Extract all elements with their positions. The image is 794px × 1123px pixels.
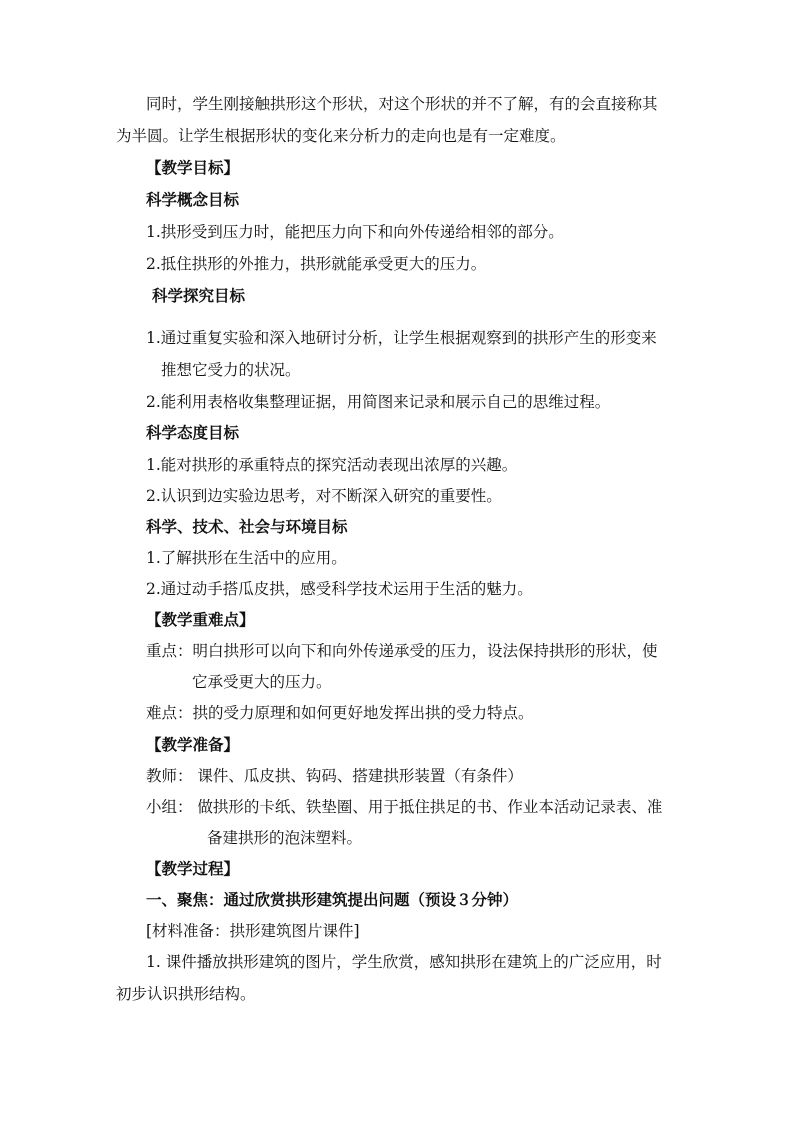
- list-item: 1. 课件播放拱形建筑的图片，学生欣赏，感知拱形在建筑上的广泛应用，时: [146, 953, 662, 971]
- prep-group-text: 小组： 做拱形的卡纸、铁垫圈、用于抵住拱足的书、作业本活动记录表、准: [146, 798, 663, 816]
- key-point-text: 重点：明白拱形可以向下和向外传递承受的压力，设法保持拱形的形状，使: [146, 642, 658, 660]
- material-note: [材料准备：拱形建筑图片课件]: [146, 922, 360, 940]
- intro-line-1: 同时，学生刚接触拱形这个形状，对这个形状的并不了解，有的会直接称其: [146, 95, 658, 113]
- list-item: 1.能对拱形的承重特点的探究活动表现出浓厚的兴趣。: [146, 456, 518, 474]
- list-item: 2.认识到边实验边思考，对不断深入研究的重要性。: [146, 487, 502, 505]
- subheading-concept-goals: 科学概念目标: [146, 190, 240, 209]
- section-heading-goals: 【教学目标】: [146, 158, 240, 177]
- list-item: 1.拱形受到压力时，能把压力向下和向外传递给相邻的部分。: [146, 223, 564, 241]
- key-point-continuation: 它承受更大的压力。: [192, 673, 332, 691]
- list-item: 1.通过重复实验和深入地研讨分析，让学生根据观察到的拱形产生的形变来: [146, 329, 657, 347]
- list-item: 2.抵住拱形的外推力，拱形就能承受更大的压力。: [146, 255, 487, 273]
- list-item: 2.通过动手搭瓜皮拱，感受科学技术运用于生活的魅力。: [146, 580, 533, 598]
- prep-group-continuation: 备建拱形的泡沫塑料。: [207, 829, 363, 847]
- subheading-attitude-goals: 科学态度目标: [146, 423, 240, 442]
- section-heading-process: 【教学过程】: [146, 859, 240, 878]
- intro-line-2: 为半圆。让学生根据形状的变化来分析力的走向也是有一定难度。: [116, 127, 566, 145]
- subheading-inquiry-goals: 科学探究目标: [152, 286, 246, 305]
- list-item-continuation: 推想它受力的状况。: [161, 361, 301, 379]
- list-item-continuation: 初步认识拱形结构。: [116, 985, 256, 1003]
- list-item: 1.了解拱形在生活中的应用。: [146, 549, 347, 567]
- subheading-sts-goals: 科学、技术、社会与环境目标: [146, 517, 348, 536]
- section-heading-keypoints: 【教学重难点】: [146, 610, 255, 629]
- step-title: 一、聚焦：通过欣赏拱形建筑提出问题（预设３分钟）: [146, 890, 519, 909]
- difficult-point-text: 难点：拱的受力原理和如何更好地发挥出拱的受力特点。: [146, 704, 534, 722]
- section-heading-prep: 【教学准备】: [146, 735, 240, 754]
- list-item: 2.能利用表格收集整理证据，用简图来记录和展示自己的思维过程。: [146, 393, 611, 411]
- prep-teacher-text: 教师： 课件、瓜皮拱、钩码、搭建拱形装置（有条件）: [146, 767, 523, 785]
